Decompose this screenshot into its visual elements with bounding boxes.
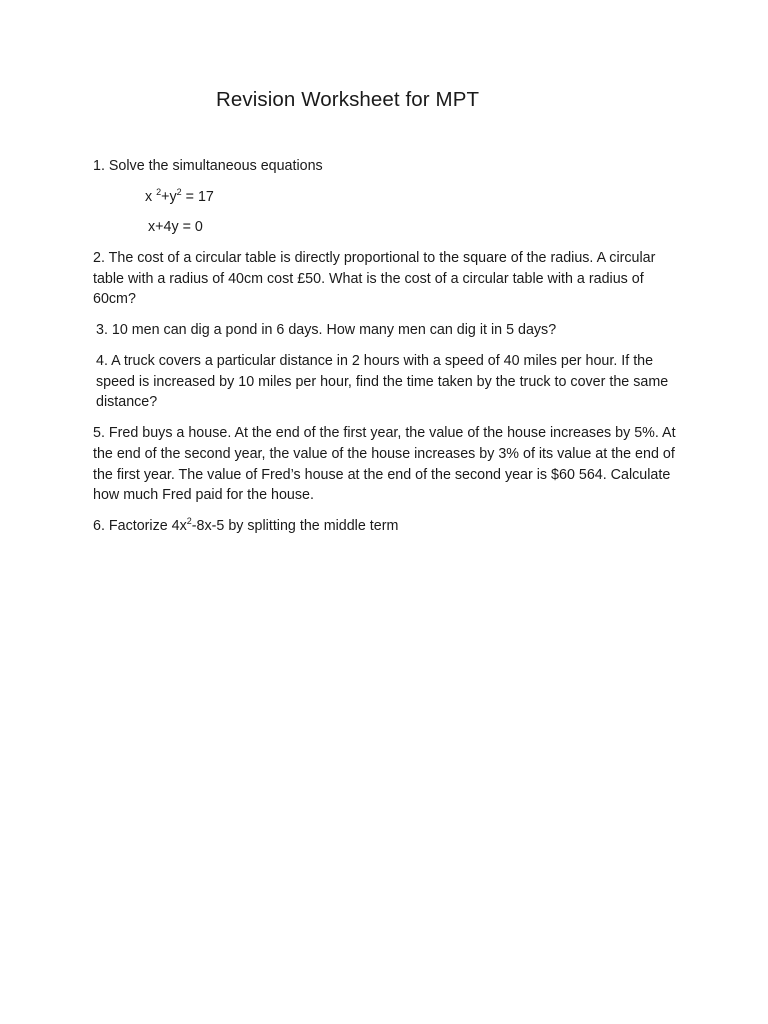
question-6-start: 6. Factorize 4x bbox=[93, 518, 187, 535]
question-6-exponent: 2 bbox=[186, 516, 192, 527]
questions-list bbox=[93, 156, 678, 547]
question-2: 2. The cost of a circular table is directly proportional to the square of the radius. A circular table with a radius of 40cm cost £50. What is the cost of a circular table with a radius of 60cm? bbox=[93, 249, 656, 308]
question-3: 3. 10 men can dig a pond in 6 days. How many men can dig it in 5 days? bbox=[96, 322, 557, 339]
equation-1-x: x bbox=[145, 188, 157, 205]
question-5: 5. Fred buys a house. At the end of the first year, the value of the house increases by 5%. At the end of the second year, the value of the house increases by 3% of its value at the end of the first year. The value of Fred’s house at the end of the second year is $60 564. Calculate how much Fred paid for the house. bbox=[93, 425, 676, 504]
worksheet-title: Revision Worksheet for MPT bbox=[216, 88, 480, 111]
equation-1-exponent-y: 2 bbox=[176, 186, 182, 197]
equation-1 bbox=[93, 187, 678, 208]
question-4: 4. A truck covers a particular distance in 2 hours with a speed of 40 miles per hour. If the speed is increased by 10 miles per hour, find the time taken by the truck to cover the same distance? bbox=[96, 352, 669, 411]
equation-2: x+4y = 0 bbox=[148, 219, 203, 236]
question-6 bbox=[93, 516, 678, 537]
question-1: 1. Solve the simultaneous equations bbox=[93, 158, 323, 174]
equation-1-rhs: = 17 bbox=[181, 188, 214, 205]
equation-1-exponent-x: 2 bbox=[156, 186, 162, 197]
question-6-end: -8x-5 by splitting the middle term bbox=[191, 518, 399, 535]
equation-1-y: +y bbox=[161, 188, 177, 205]
